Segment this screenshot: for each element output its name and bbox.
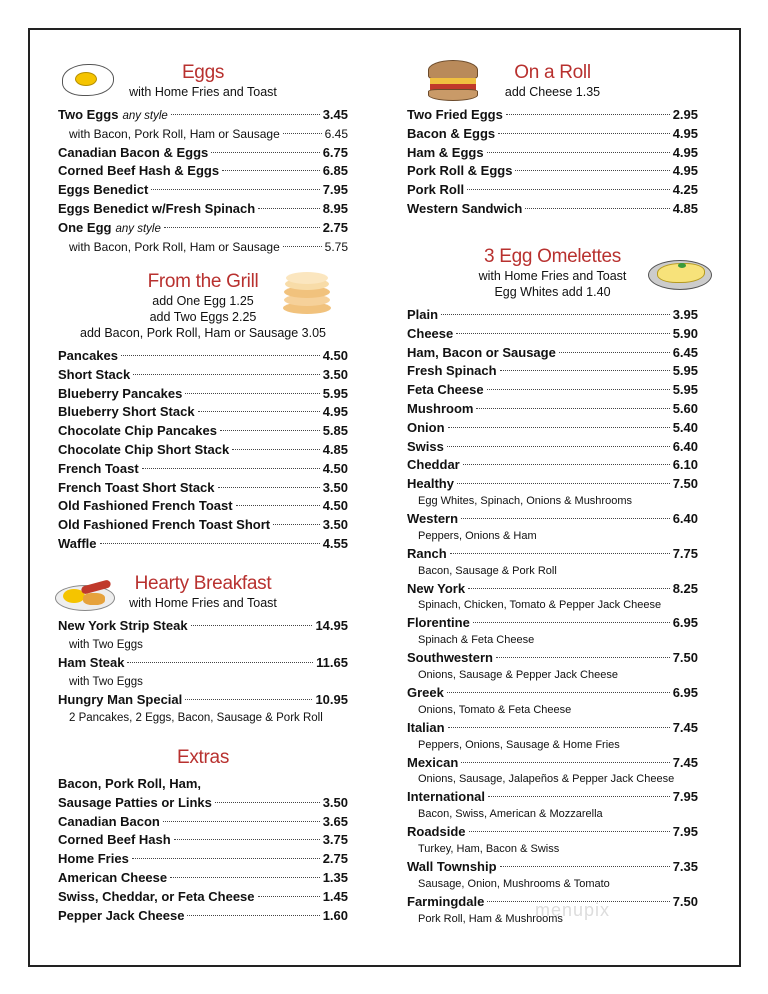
dot-leader [222, 170, 320, 171]
item-price: 5.75 [324, 239, 348, 254]
menu-item [407, 823, 698, 842]
item-note: with Two Eggs [69, 675, 143, 688]
item-price: 5.40 [672, 419, 698, 435]
item-price: 7.75 [672, 545, 698, 561]
dot-leader [164, 227, 320, 228]
item-price: 10.95 [315, 691, 348, 707]
menu-item [58, 813, 348, 832]
item-description: Bacon, Swiss, American & Mozzarella [418, 808, 603, 821]
item-price: 4.25 [672, 182, 698, 198]
item-description: Onions, Sausage, Jalapeños & Pepper Jack Cheese [418, 773, 675, 786]
item-price: 3.50 [322, 366, 348, 382]
item-name: Two Fried Eggs [407, 107, 503, 122]
breakfast-sandwich-icon [428, 60, 478, 102]
item-price: 3.95 [672, 307, 698, 322]
dot-leader [461, 762, 669, 763]
item-name: Feta Cheese [407, 382, 484, 398]
item-price: 3.50 [322, 479, 348, 495]
menu-item [407, 719, 698, 738]
item-name: Swiss [407, 438, 444, 454]
item-price: 8.25 [672, 580, 698, 596]
item-name: Onion [407, 419, 445, 435]
item-price: 7.95 [672, 824, 698, 840]
item-name: Roadside [407, 824, 466, 840]
item-price: 6.45 [324, 126, 348, 141]
dot-leader [488, 796, 670, 797]
dot-leader [283, 246, 322, 247]
menu-item [58, 691, 348, 710]
menu-item [58, 403, 348, 422]
dot-leader [448, 427, 670, 428]
dot-leader [456, 333, 669, 334]
item-price: 7.50 [672, 650, 698, 666]
item-price: 1.60 [322, 907, 348, 923]
dot-leader [191, 625, 313, 626]
item-price: 4.95 [672, 144, 698, 160]
dot-leader [258, 208, 319, 209]
dot-leader [525, 208, 669, 209]
menu-item [407, 510, 698, 529]
dot-leader [559, 352, 670, 353]
item-price: 4.50 [322, 348, 348, 363]
item-price: 4.55 [322, 535, 348, 551]
dot-leader [496, 657, 670, 658]
item-description: Spinach, Chicken, Tomato & Pepper Jack Cheese [418, 599, 662, 612]
item-name: Mexican [407, 754, 459, 770]
item-price: 6.45 [672, 344, 698, 360]
item-name: Cheese [407, 325, 454, 341]
item-price: 7.45 [672, 754, 698, 770]
item-name: Ranch [407, 545, 447, 561]
dot-leader [198, 411, 320, 412]
item-price: 3.45 [322, 107, 348, 122]
item-name: Canadian Bacon [58, 813, 160, 829]
menu-item [58, 366, 348, 385]
dot-leader [211, 152, 319, 153]
item-name: Chocolate Chip Pancakes [58, 423, 217, 439]
section-extras [58, 747, 348, 925]
dot-leader [220, 430, 320, 431]
item-name: Ham & Eggs [407, 144, 484, 160]
item-description: Egg Whites, Spinach, Onions & Mushrooms [418, 494, 632, 507]
menu-item [407, 306, 698, 325]
menu-item [407, 754, 698, 773]
dot-leader [500, 370, 670, 371]
section-title: On a Roll [514, 62, 591, 83]
item-price: 6.95 [672, 684, 698, 700]
dot-leader [215, 802, 320, 803]
dot-leader [448, 727, 670, 728]
section-subtitle: add Cheese 1.35 [504, 85, 601, 99]
dot-leader [461, 518, 670, 519]
item-price: 3.75 [322, 832, 348, 848]
dot-leader [185, 393, 319, 394]
section-title: Extras [176, 747, 230, 768]
item-name: New York [407, 580, 466, 596]
item-price: 6.40 [672, 438, 698, 454]
menu-item [58, 888, 348, 907]
item-name: Ham Steak [58, 654, 125, 670]
omelette-icon [648, 256, 712, 292]
dot-leader [163, 821, 320, 822]
item-description: Sausage, Onion, Mushrooms & Tomato [418, 877, 610, 890]
item-price: 6.10 [672, 457, 698, 473]
menu-item [58, 460, 348, 479]
dot-leader [174, 839, 320, 840]
menu-item [407, 381, 698, 400]
item-description: Peppers, Onions, Sausage & Home Fries [418, 738, 620, 751]
menu-item [58, 385, 348, 404]
item-name: Canadian Bacon & Eggs [58, 144, 209, 160]
item-name: Blueberry Pancakes [58, 385, 183, 401]
menu-item [407, 200, 698, 219]
menu-item [407, 419, 698, 438]
item-name: with Bacon, Pork Roll, Ham or Sausage [69, 239, 280, 254]
item-name: Healthy [407, 476, 454, 492]
dot-leader [171, 114, 320, 115]
dot-leader [151, 189, 319, 190]
menu-item [58, 200, 348, 219]
dot-leader [487, 152, 670, 153]
item-price: 7.35 [672, 858, 698, 874]
menu-item [407, 162, 698, 181]
item-name: Blueberry Short Stack [58, 404, 195, 420]
item-name: Fresh Spinach [407, 363, 497, 379]
item-name: International [407, 789, 486, 805]
item-price: 5.95 [322, 385, 348, 401]
dot-leader [447, 446, 670, 447]
item-price: 2.75 [322, 851, 348, 867]
item-price: 4.50 [322, 460, 348, 476]
dot-leader [236, 505, 320, 506]
menu-item [58, 347, 348, 366]
menu-item [58, 422, 348, 441]
item-name: Pork Roll [407, 182, 465, 198]
item-name: Mushroom [407, 400, 474, 416]
item-price: 5.95 [672, 363, 698, 379]
item-description: Turkey, Ham, Bacon & Swiss [418, 842, 560, 855]
item-name: Old Fashioned French Toast [58, 498, 233, 514]
section-subtitle: with Home Fries and Toast [129, 596, 277, 610]
menu-item [58, 162, 348, 181]
menu-item [407, 106, 698, 125]
dot-leader [273, 524, 320, 525]
dot-leader [100, 543, 320, 544]
item-name: Pork Roll & Eggs [407, 163, 513, 179]
item-price: 1.45 [322, 888, 348, 904]
dot-leader [283, 133, 322, 134]
item-name: Farmingdale [407, 893, 485, 909]
menu-item [407, 400, 698, 419]
dot-leader [498, 133, 670, 134]
menu-item [407, 649, 698, 668]
item-description: Spinach & Feta Cheese [418, 634, 535, 647]
section-subtitle: add One Egg 1.25 [152, 294, 254, 308]
dot-leader [132, 858, 320, 859]
fried-egg-icon [62, 64, 114, 96]
dot-leader [457, 483, 670, 484]
item-price: 7.45 [672, 719, 698, 735]
item-description: Bacon, Sausage & Pork Roll [418, 564, 557, 577]
item-price: 7.50 [672, 893, 698, 909]
menu-item [58, 516, 348, 535]
item-price: 1.35 [322, 869, 348, 885]
dot-leader [127, 662, 313, 663]
dot-leader [467, 189, 670, 190]
menu-item [58, 106, 348, 125]
item-name: Eggs Benedict w/Fresh Spinach [58, 200, 256, 216]
menu-item [58, 535, 348, 554]
item-price: 3.50 [322, 794, 348, 810]
item-name: Bacon & Eggs [407, 125, 496, 141]
item-price: 2.75 [322, 219, 348, 235]
item-name: Plain [407, 307, 439, 322]
item-name: Home Fries [58, 851, 129, 867]
menu-item [58, 181, 348, 200]
item-price: 7.95 [672, 789, 698, 805]
dot-leader [506, 114, 670, 115]
menu-item [58, 617, 348, 636]
item-name: Eggs Benedict [58, 182, 149, 198]
section-subtitle: add Bacon, Pork Roll, Ham or Sausage 3.05 [80, 326, 326, 340]
dot-leader [447, 692, 670, 693]
menu-item [58, 125, 348, 144]
item-name: Corned Beef Hash & Eggs [58, 163, 220, 179]
dot-leader [218, 487, 320, 488]
item-price: 8.95 [322, 200, 348, 216]
item-style: any style [122, 110, 168, 122]
item-price: 14.95 [315, 618, 348, 633]
menu-item [407, 456, 698, 475]
breakfast-plate-icon [55, 573, 115, 613]
item-name: Swiss, Cheddar, or Feta Cheese [58, 888, 255, 904]
menu-item [407, 475, 698, 494]
dot-leader [121, 355, 320, 356]
item-name: Pancakes [58, 348, 118, 363]
item-price: 7.95 [322, 182, 348, 198]
item-name: Western Sandwich [407, 200, 523, 216]
dot-leader [487, 389, 670, 390]
menu-item [58, 775, 348, 794]
item-name: Ham, Bacon or Sausage [407, 344, 556, 360]
dot-leader [185, 699, 312, 700]
menu-item [407, 545, 698, 564]
section-title: Hearty Breakfast [134, 573, 272, 594]
dot-leader [441, 314, 670, 315]
item-name: Corned Beef Hash [58, 832, 171, 848]
item-price: 4.85 [672, 200, 698, 216]
dot-leader [476, 408, 669, 409]
item-price: 4.85 [322, 441, 348, 457]
section-title: Eggs [181, 62, 225, 83]
item-name: Wall Township [407, 858, 497, 874]
item-name: Sausage Patties or Links [58, 794, 212, 810]
section-subtitle: add Two Eggs 2.25 [149, 310, 257, 324]
dot-leader [232, 449, 319, 450]
menu-item [58, 794, 348, 813]
item-note: 2 Pancakes, 2 Eggs, Bacon, Sausage & Pork Roll [69, 712, 323, 725]
item-price: 4.95 [672, 163, 698, 179]
item-price: 4.95 [322, 404, 348, 420]
item-name: French Toast [58, 460, 139, 476]
item-name: Cheddar [407, 457, 460, 473]
menu-item [407, 325, 698, 344]
item-price: 6.85 [322, 163, 348, 179]
item-price: 7.50 [672, 476, 698, 492]
menu-item [58, 907, 348, 926]
item-name: Hungry Man Special [58, 691, 183, 707]
menu-item [407, 125, 698, 144]
dot-leader [469, 831, 670, 832]
section-subtitle: with Home Fries and Toast [478, 269, 627, 283]
menu-item [407, 614, 698, 633]
dot-leader [473, 622, 670, 623]
section-subtitle: with Home Fries and Toast [129, 85, 277, 99]
item-name: Italian [407, 719, 445, 735]
item-name: Bacon, Pork Roll, Ham, [58, 776, 202, 791]
item-name: with Bacon, Pork Roll, Ham or Sausage [69, 126, 280, 141]
item-name: Chocolate Chip Short Stack [58, 441, 230, 457]
item-price: 2.95 [672, 107, 698, 122]
menu-item [58, 479, 348, 498]
pancakes-icon [283, 272, 331, 316]
item-name: Waffle [58, 535, 97, 551]
item-price: 6.95 [672, 615, 698, 631]
dot-leader [133, 374, 319, 375]
menu-item [58, 441, 348, 460]
dot-leader [500, 866, 670, 867]
item-price: 3.50 [322, 517, 348, 533]
item-name: Old Fashioned French Toast Short [58, 517, 271, 533]
item-note: with Two Eggs [69, 638, 143, 651]
dot-leader [450, 553, 670, 554]
menu-item [407, 438, 698, 457]
menu-item [407, 858, 698, 877]
item-price: 11.65 [316, 654, 348, 670]
dot-leader [258, 896, 320, 897]
item-description: Onions, Sausage & Pepper Jack Cheese [418, 668, 618, 681]
dot-leader [463, 464, 670, 465]
menu-item [58, 831, 348, 850]
menu-item [407, 580, 698, 599]
menu-item [58, 850, 348, 869]
menu-item [58, 869, 348, 888]
menu-item [407, 362, 698, 381]
watermark: menupix [535, 900, 611, 920]
menu-item [58, 654, 348, 673]
item-price: 5.90 [672, 325, 698, 341]
item-price: 5.85 [322, 423, 348, 439]
item-name: New York Strip Steak [58, 618, 188, 633]
item-price: 4.50 [322, 498, 348, 514]
item-description: Peppers, Onions & Ham [418, 529, 537, 542]
item-description: Pork Roll, Ham & Mushrooms [418, 912, 563, 925]
item-price: 5.60 [672, 400, 698, 416]
dot-leader [187, 915, 319, 916]
menu-item [58, 144, 348, 163]
section-title: From the Grill [147, 271, 259, 292]
item-price: 3.65 [322, 813, 348, 829]
menu-item [58, 497, 348, 516]
menu-item [58, 219, 348, 238]
menu-item [58, 238, 348, 257]
dot-leader [515, 170, 669, 171]
menu-item [407, 788, 698, 807]
item-price: 6.75 [322, 144, 348, 160]
item-price: 6.40 [672, 510, 698, 526]
item-name: American Cheese [58, 869, 168, 885]
menu-item [407, 344, 698, 363]
menu-item [407, 684, 698, 703]
item-style: any style [115, 222, 161, 235]
section-title: 3 Egg Omelettes [483, 246, 622, 267]
item-description: Onions, Tomato & Feta Cheese [418, 703, 572, 716]
item-price: 5.95 [672, 382, 698, 398]
menu-item [407, 144, 698, 163]
item-name: French Toast Short Stack [58, 479, 215, 495]
item-name: Greek [407, 684, 444, 700]
item-name: Florentine [407, 615, 470, 631]
dot-leader [170, 877, 320, 878]
dot-leader [142, 468, 320, 469]
item-name: Pepper Jack Cheese [58, 907, 185, 923]
item-name: Western [407, 510, 459, 526]
item-name: Short Stack [58, 366, 131, 382]
menu-item [407, 181, 698, 200]
item-name: Southwestern [407, 650, 493, 666]
section-subtitle: Egg Whites add 1.40 [494, 285, 611, 299]
item-name: Two Eggs [58, 107, 119, 122]
section-omelettes [407, 246, 698, 928]
dot-leader [468, 588, 670, 589]
item-name: One Egg [58, 219, 112, 235]
item-price: 4.95 [672, 125, 698, 141]
